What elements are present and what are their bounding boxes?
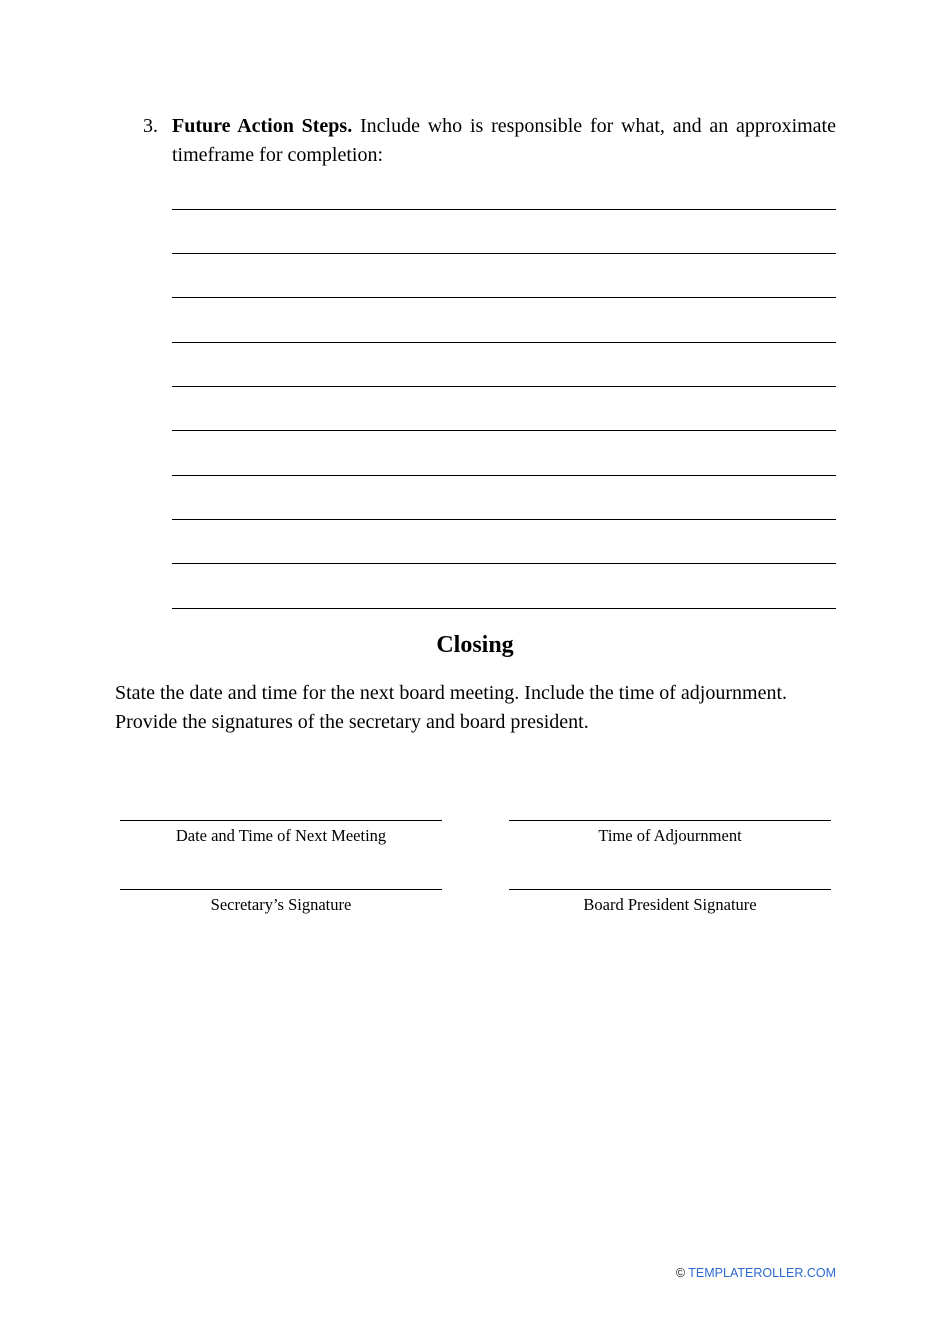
closing-instruction-line: Provide the signatures of the secretary and board president.: [115, 710, 589, 733]
answer-line[interactable]: [172, 297, 836, 298]
item-text: [172, 112, 836, 170]
answer-line[interactable]: [172, 253, 836, 254]
copyright-symbol: ©: [675, 1266, 686, 1280]
next-meeting-line[interactable]: [120, 820, 442, 821]
item-title: Future Action Steps.: [172, 115, 353, 137]
president-signature-line[interactable]: [509, 889, 831, 890]
answer-line[interactable]: [172, 475, 836, 476]
closing-title: Closing: [436, 632, 514, 658]
answer-line[interactable]: [172, 519, 836, 520]
brand-link[interactable]: TEMPLATEROLLER.COM: [688, 1266, 836, 1280]
secretary-signature-line[interactable]: [120, 889, 442, 890]
answer-line[interactable]: [172, 386, 836, 387]
closing-instructions: [115, 679, 835, 736]
adjournment-label: Time of Adjournment: [598, 826, 742, 845]
answer-line[interactable]: [172, 608, 836, 609]
next-meeting-label: Date and Time of Next Meeting: [175, 826, 387, 845]
secretary-signature-label: Secretary’s Signature: [210, 895, 352, 914]
adjournment-line[interactable]: [509, 820, 831, 821]
president-signature-label: Board President Signature: [583, 895, 757, 914]
answer-line[interactable]: [172, 209, 836, 210]
answer-line[interactable]: [172, 563, 836, 564]
item-description: Include who is responsible for what, and an approximate timeframe for completion:: [172, 115, 836, 166]
closing-instruction-line: State the date and time for the next board meeting. Include the time of adjournment.: [115, 682, 788, 704]
answer-line[interactable]: [172, 430, 836, 431]
item-number: 3.: [143, 115, 158, 137]
answer-line[interactable]: [172, 342, 836, 343]
footer-credit: [676, 1265, 836, 1281]
